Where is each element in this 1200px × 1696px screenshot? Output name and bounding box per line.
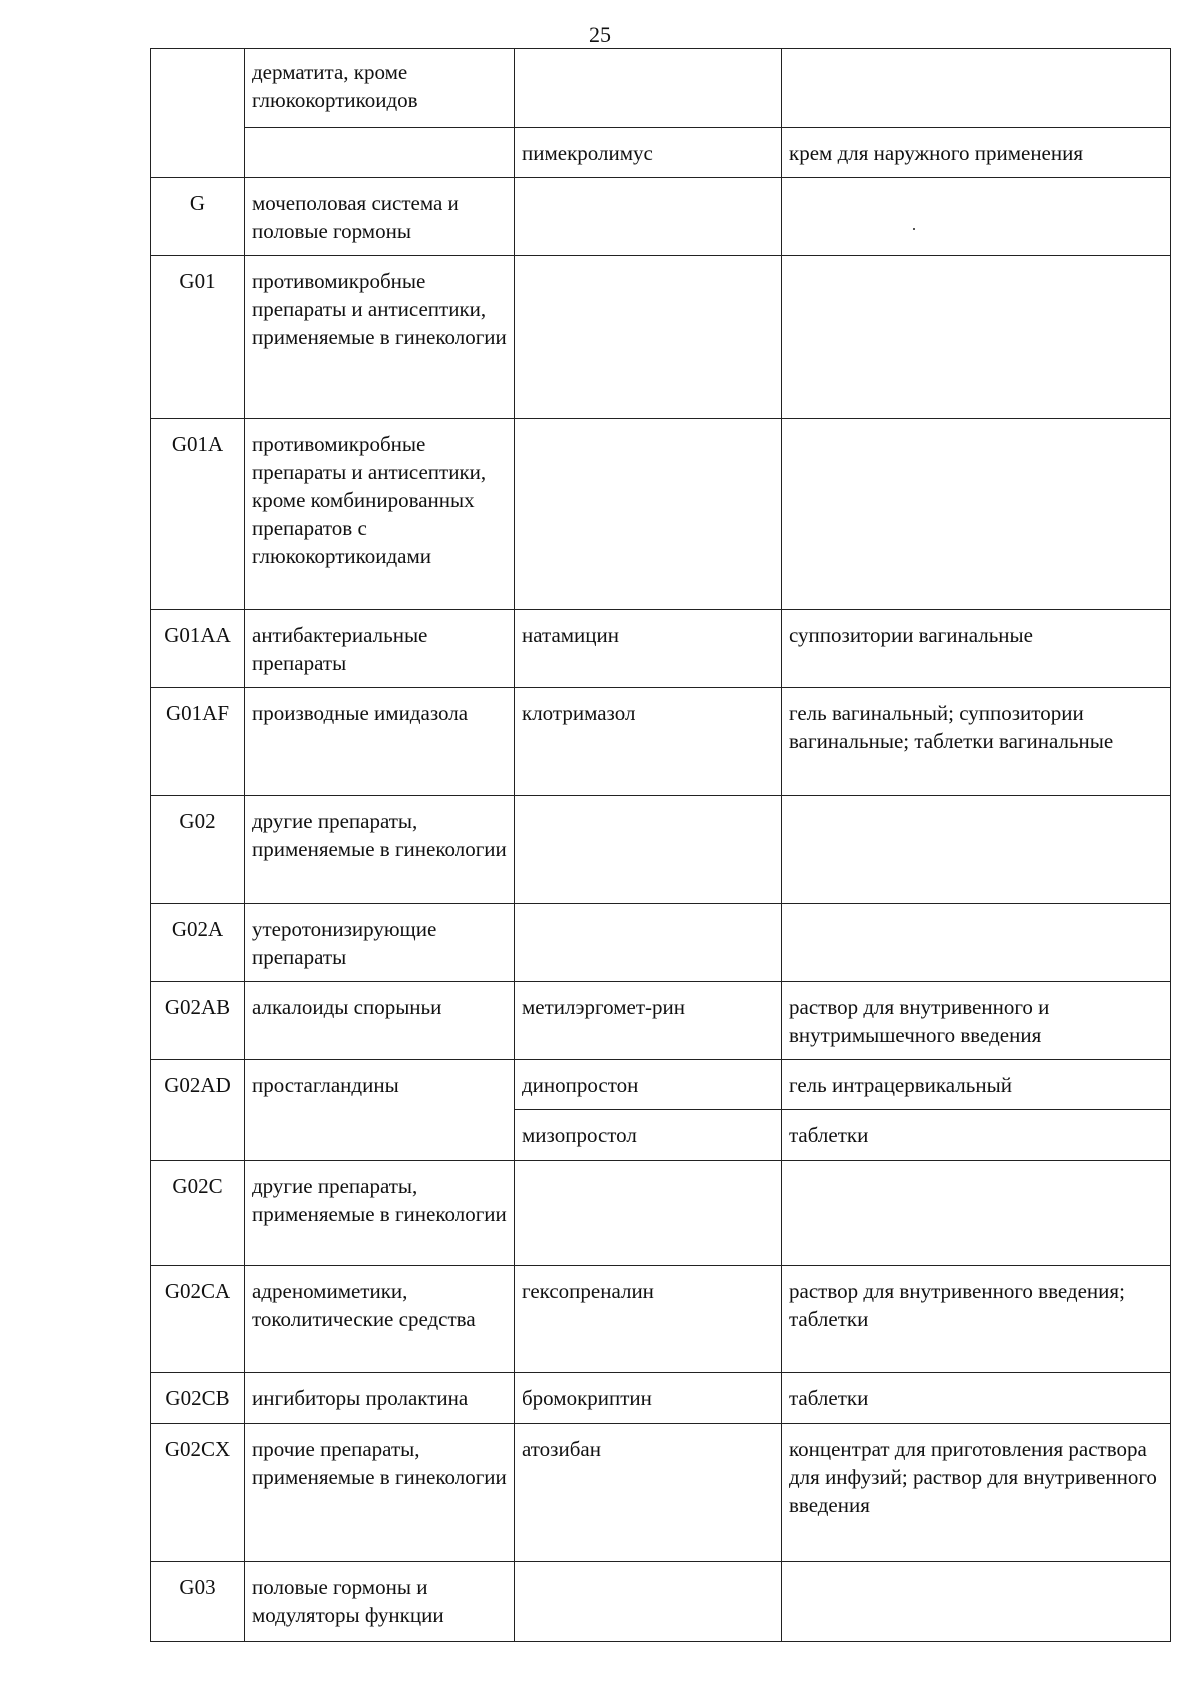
code-cell: G02CA [151, 1266, 245, 1373]
form-cell [782, 419, 1171, 610]
table-row [151, 1424, 1171, 1562]
name-cell: дерматита, кроме глюкокортикоидов [245, 49, 515, 128]
form-cell: суппозитории вагинальные [782, 610, 1171, 688]
drug-cell [515, 256, 782, 419]
form-cell: гель интрацервикальный [782, 1060, 1171, 1110]
form-cell [782, 796, 1171, 904]
table-row [151, 904, 1171, 982]
table-row [151, 1266, 1171, 1373]
name-cell [245, 128, 515, 178]
table-row [151, 178, 1171, 256]
drug-cell: клотримазол [515, 688, 782, 796]
name-cell: ингибиторы пролактина [245, 1373, 515, 1424]
drug-cell [515, 1562, 782, 1642]
code-cell: G02AD [151, 1060, 245, 1161]
name-cell: простагландины [245, 1060, 515, 1161]
form-cell: концентрат для приготовления раствора для инфузий; раствор для внутривенного введения [782, 1424, 1171, 1562]
table-row [151, 49, 1171, 128]
name-cell: адреномиметики, токолитические средства [245, 1266, 515, 1373]
name-cell: противомикробные препараты и антисептики, кроме комбинированных препаратов с глюкокортикоидами [245, 419, 515, 610]
table-row [151, 688, 1171, 796]
code-cell: G01AA [151, 610, 245, 688]
drug-cell [515, 904, 782, 982]
drug-cell [515, 1161, 782, 1266]
name-cell: половые гормоны и модуляторы функции [245, 1562, 515, 1642]
table-row [151, 796, 1171, 904]
form-cell [782, 904, 1171, 982]
table-row [151, 982, 1171, 1060]
name-cell: противомикробные препараты и антисептики, применяемые в гинекологии [245, 256, 515, 419]
form-cell [782, 1161, 1171, 1266]
drug-cell: динопростон [515, 1060, 782, 1110]
form-cell [782, 178, 1171, 256]
code-cell: G02C [151, 1161, 245, 1266]
code-cell: G01A [151, 419, 245, 610]
code-cell: G [151, 178, 245, 256]
code-cell: G02CB [151, 1373, 245, 1424]
name-cell: другие препараты, применяемые в гинекологии [245, 796, 515, 904]
drug-cell: бромокриптин [515, 1373, 782, 1424]
code-cell [151, 49, 245, 178]
name-cell: антибактериальные препараты [245, 610, 515, 688]
name-cell: прочие препараты, применяемые в гинекологии [245, 1424, 515, 1562]
drug-table [150, 48, 1171, 1642]
code-cell: G03 [151, 1562, 245, 1642]
table-row [151, 1060, 1171, 1110]
table-row [151, 419, 1171, 610]
drug-cell [515, 796, 782, 904]
code-cell: G02A [151, 904, 245, 982]
name-cell: мочеполовая система и половые гормоны [245, 178, 515, 256]
table-row [151, 256, 1171, 419]
page-number: 25 [589, 22, 611, 47]
drug-cell [515, 49, 782, 128]
form-cell: таблетки [782, 1110, 1171, 1161]
scan-speck [913, 228, 915, 230]
table-row [151, 1373, 1171, 1424]
drug-cell: атозибан [515, 1424, 782, 1562]
form-cell [782, 256, 1171, 419]
drug-cell [515, 419, 782, 610]
name-cell: утеротонизирующие препараты [245, 904, 515, 982]
code-cell: G01 [151, 256, 245, 419]
table-row [151, 128, 1171, 178]
name-cell: алкалоиды спорыньи [245, 982, 515, 1060]
code-cell: G02 [151, 796, 245, 904]
table-row [151, 610, 1171, 688]
form-cell: раствор для внутривенного введения; таблетки [782, 1266, 1171, 1373]
name-cell: производные имидазола [245, 688, 515, 796]
drug-cell: мизопростол [515, 1110, 782, 1161]
table-row [151, 1562, 1171, 1642]
drug-cell: гексопреналин [515, 1266, 782, 1373]
drug-cell: натамицин [515, 610, 782, 688]
form-cell: раствор для внутривенного и внутримышечного введения [782, 982, 1171, 1060]
form-cell [782, 49, 1171, 128]
form-cell [782, 1562, 1171, 1642]
drug-cell: пимекролимус [515, 128, 782, 178]
form-cell: крем для наружного применения [782, 128, 1171, 178]
table-row [151, 1161, 1171, 1266]
drug-cell [515, 178, 782, 256]
code-cell: G02AB [151, 982, 245, 1060]
name-cell: другие препараты, применяемые в гинекологии [245, 1161, 515, 1266]
code-cell: G01AF [151, 688, 245, 796]
code-cell: G02CX [151, 1424, 245, 1562]
form-cell: гель вагинальный; суппозитории вагинальные; таблетки вагинальные [782, 688, 1171, 796]
drug-cell: метилэргомет-рин [515, 982, 782, 1060]
form-cell: таблетки [782, 1373, 1171, 1424]
